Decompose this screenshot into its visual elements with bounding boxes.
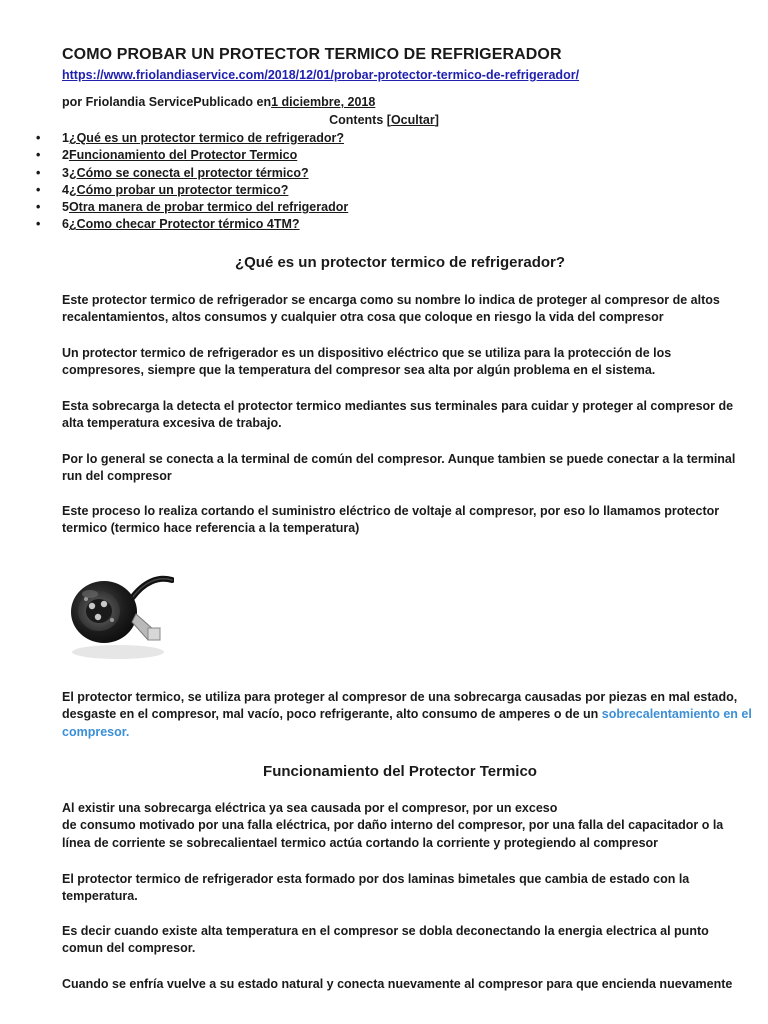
toc-number: 6 xyxy=(62,217,69,232)
toc-item xyxy=(36,182,348,199)
overheating-link[interactable]: sobrecalentamiento en el compresor. xyxy=(62,707,752,739)
paragraph: Es decir cuando existe alta temperatura en el compresor se dobla deconectando la energia electrica al punto comun del compresor. xyxy=(62,924,709,956)
toc-link[interactable]: ¿Qué es un protector termico de refrigerador? xyxy=(68,131,345,145)
toc-link[interactable]: ¿Cómo probar un protector termico? xyxy=(68,182,289,197)
toc-number: 4 xyxy=(62,182,69,197)
paragraph: Un protector termico de refrigerador es un dispositivo eléctrico que se utiliza para la protección de los compresores, siempre que la temperatura del compresor sea alta por algún problema en el sistema. xyxy=(62,346,672,378)
paragraph-line: de consumo motivado por una falla eléctrica, por daño interno del compresor, por una falla del capacitador o la línea de corriente se sobrecalientael termico actúa cortando la corriente y protegiendo al compresor xyxy=(62,818,724,850)
bullet-icon: • xyxy=(36,217,41,232)
bullet-icon: • xyxy=(36,131,41,145)
paragraph: Cuando se enfría vuelve a su estado natural y conecta nuevamente al compresor para que encienda nuevamente xyxy=(62,977,733,991)
toc-number: 2 xyxy=(62,148,69,163)
bullet-icon: • xyxy=(36,165,41,180)
contents-bracket: ] xyxy=(434,113,439,127)
toc-link[interactable]: ¿Como checar Protector térmico 4TM? xyxy=(68,217,300,232)
contents-header xyxy=(0,113,768,127)
paragraph xyxy=(62,800,752,852)
bullet-icon: • xyxy=(36,182,41,197)
source-link[interactable]: https://www.friolandiaservice.com/2018/12/01/probar-protector-termico-de-refrigerador/ xyxy=(62,68,580,82)
toc-item xyxy=(36,147,348,164)
toc-item xyxy=(36,199,348,216)
toc-item xyxy=(36,216,348,233)
thermal-protector-photo xyxy=(62,556,174,664)
document-title: COMO PROBAR UN PROTECTOR TERMICO DE REFRIGERADOR xyxy=(62,46,562,63)
bullet-icon: • xyxy=(36,148,41,163)
paragraph: Este proceso lo realiza cortando el suministro eléctrico de voltaje al compresor, por eso lo llamamos protector termico (termico hace referencia a la temperatura) xyxy=(62,504,720,536)
paragraph-line: Al existir una sobrecarga eléctrica ya sea causada por el compresor, por un exceso xyxy=(62,801,558,815)
toc-number: 5 xyxy=(62,200,69,215)
byline-date[interactable]: 1 diciembre, 2018 xyxy=(271,95,376,109)
section-heading-funcionamiento: Funcionamiento del Protector Termico xyxy=(263,763,537,780)
toc-item xyxy=(36,130,348,147)
toc-item xyxy=(36,165,348,182)
paragraph: Esta sobrecarga la detecta el protector termico mediantes sus terminales para cuidar y proteger al compresor de alta temperatura excesiva de trabajo. xyxy=(62,399,734,431)
toc-link[interactable]: Otra manera de probar termico del refrigerador xyxy=(68,200,349,215)
section-heading-que-es: ¿Qué es un protector termico de refrigerador? xyxy=(234,254,566,271)
paragraph: Este protector termico de refrigerador se encarga como su nombre lo indica de proteger al compresor de altos recalentamientos, altos consumos y cualquier otra cosa que coloque en riesgo la vida del compresor xyxy=(62,293,720,325)
paragraph-text: El protector termico, se utiliza para proteger al compresor de una sobrecarga causadas por piezas en mal estado, desgaste en el compresor, mal vacío, poco refrigerante, alto consumo de amperes o de un xyxy=(62,690,738,722)
byline xyxy=(62,95,375,109)
toc-number: 1 xyxy=(62,131,69,145)
toc-link[interactable]: Funcionamiento del Protector Termico xyxy=(68,148,298,163)
contents-toggle-link[interactable]: Ocultar xyxy=(390,113,435,127)
byline-author: por Friolandia ServicePublicado en xyxy=(62,95,272,109)
table-of-contents xyxy=(36,130,348,234)
paragraph: El protector termico de refrigerador esta formado por dos laminas bimetales que cambia de estado con la temperatura. xyxy=(62,872,690,904)
contents-label: Contents [ xyxy=(329,113,391,127)
bullet-icon: • xyxy=(36,200,41,215)
toc-number: 3 xyxy=(62,165,69,180)
toc-link[interactable]: ¿Cómo se conecta el protector térmico? xyxy=(68,165,309,180)
paragraph xyxy=(62,689,752,741)
paragraph: Por lo general se conecta a la terminal de común del compresor. Aunque tambien se puede conectar a la terminal run del compresor xyxy=(62,452,736,484)
